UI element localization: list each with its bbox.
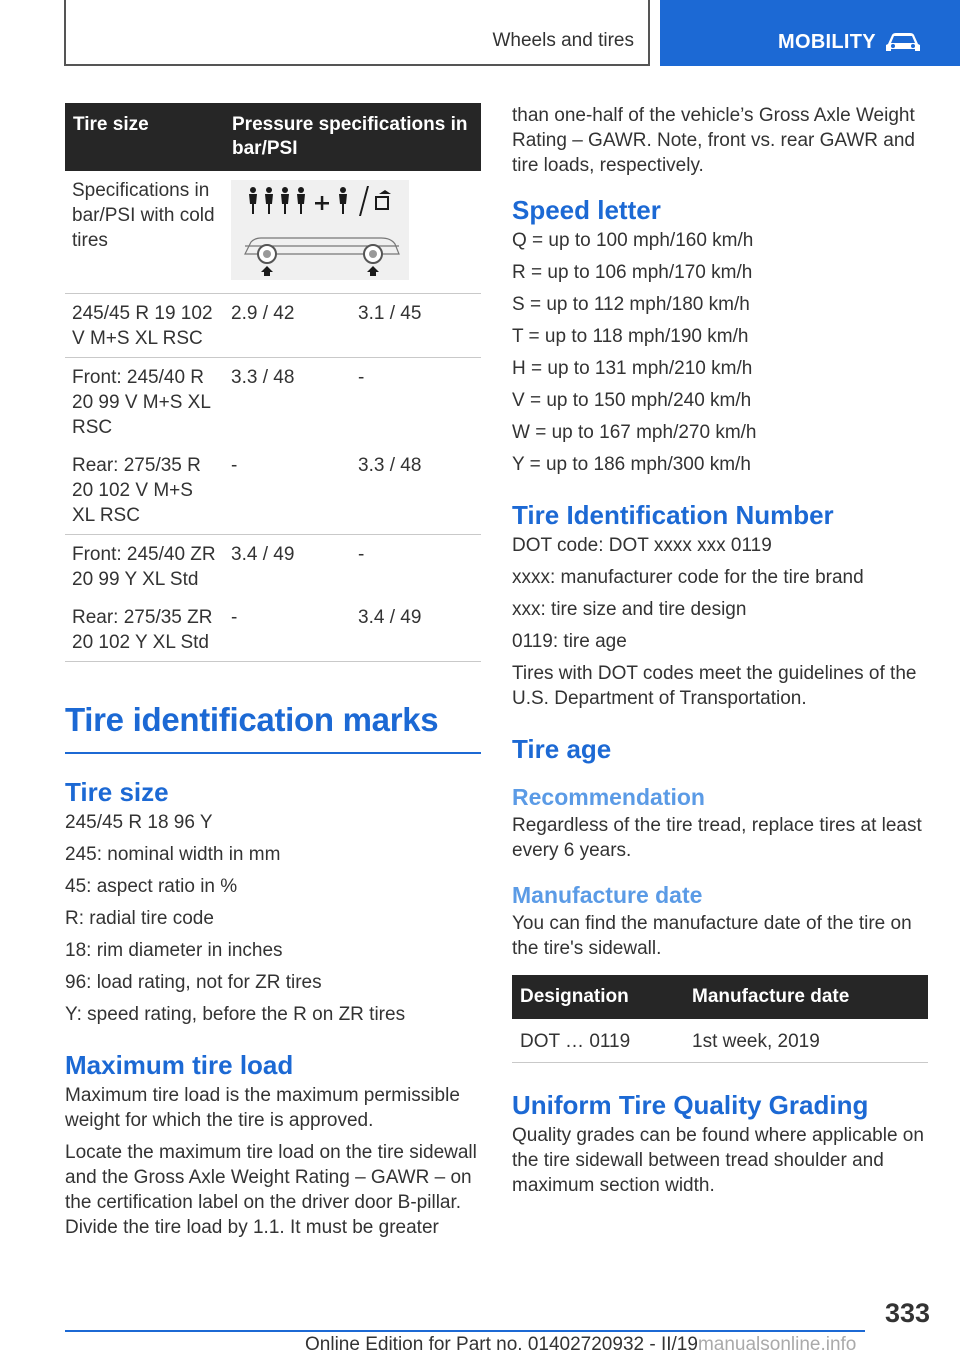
text-line: 45: aspect ratio in % [65,876,238,897]
pressure-cell: - [358,367,365,388]
section-title: Wheels and tires [492,30,634,51]
left-column [65,103,481,1247]
tire-size-cell: Rear: 275/35 ZR 20 102 Y XL Std [65,598,224,662]
col-header-manufacture-date: Manufacture date [684,975,928,1019]
pressure-cell: - [224,446,351,535]
text-line: DOT code: DOT xxxx xxx 0119 [512,535,772,556]
table-row [65,358,481,447]
date-cell: 1st week, 2019 [684,1019,928,1063]
paragraph: You can find the manufacture date of the tire on the tire's sidewall. [512,913,912,959]
pressure-cell: 3.1 / 45 [351,294,481,358]
right-column [512,103,928,1205]
tire-size-cell: 245/45 R 19 102 V M+S XL RSC [65,294,224,358]
paragraph: Tires with DOT codes meet the guidelines of the U.S. Department of Transportation. [512,663,917,709]
pressure-table [65,103,481,662]
load-configuration-icon [231,180,409,280]
col-header-designation: Designation [512,975,684,1019]
text-line: V = up to 150 mph/240 km/h [512,390,752,411]
paragraph: Quality grades can be found where applicable on the tire sidewall between tread shoulder and maximum section width. [512,1125,924,1196]
pressure-cell: 3.4 / 49 [231,544,295,565]
manufacture-date-table [512,975,928,1063]
pressure-cell: 3.4 / 49 [351,598,481,662]
pressure-cell: - [224,598,351,662]
tire-size-cell: Rear: 275/35 R 20 102 V M+S XL RSC [65,446,224,535]
text-line: S = up to 112 mph/180 km/h [512,294,750,315]
pressure-cell: - [358,544,365,565]
designation-cell: DOT … 0119 [512,1019,684,1063]
text-line: Q = up to 100 mph/160 km/h [512,230,754,251]
header-section-tab [64,0,650,66]
col-header-pressure: Pressure specifications in bar/PSI [224,103,481,171]
chapter-title: MOBILITY [778,31,876,53]
heading-tire-age: Tire age [512,734,612,764]
heading-manufacture-date: Manufacture date [512,882,703,908]
text-line: xxxx: manufacturer code for the tire brand [512,567,864,588]
paragraph: Regardless of the tire tread, replace tires at least every 6 years. [512,815,922,861]
table-row [65,598,481,662]
edition-text: Online Edition for Part no. 01402720932 - II/19 [305,1334,698,1355]
text-line: 245/45 R 18 96 Y [65,812,213,833]
car-icon [884,30,922,54]
text-line: R = up to 106 mph/170 km/h [512,262,753,283]
page-number: 333 [884,1298,930,1328]
text-line: Y = up to 186 mph/300 km/h [512,454,751,475]
text-line: H = up to 131 mph/210 km/h [512,358,753,379]
footer-divider [65,1330,865,1332]
heading-speed-letter: Speed letter [512,195,661,225]
tire-size-cell: Front: 245/40 ZR 20 99 Y XL Std [72,544,216,590]
text-line: 96: load rating, not for ZR tires [65,972,322,993]
col-header-tire-size: Tire size [65,103,224,171]
heading-tire-size: Tire size [65,777,169,807]
table-row [512,1019,928,1063]
paragraph: Maximum tire load is the maximum permissible weight for which the tire is approved. [65,1085,460,1131]
table-row [65,171,481,294]
tire-size-cell: Front: 245/40 R 20 99 V M+S XL RSC [72,367,211,438]
footer-edition [305,1334,856,1356]
text-line: 18: rim diameter in inches [65,940,283,961]
pressure-cell: 3.3 / 48 [231,367,295,388]
header-chapter-tab[interactable] [660,0,960,66]
text-line: 245: nominal width in mm [65,844,281,865]
text-line: xxx: tire size and tire design [512,599,747,620]
table-row [65,446,481,535]
text-line: 0119: tire age [512,631,627,652]
paragraph-continued: than one-half of the vehicle’s Gross Axle Weight Rating – GAWR. Note, front vs. rear GAWR and tire loads, respectively. [512,105,915,176]
spec-label: Specifications in bar/PSI with cold tires [65,171,224,294]
heading-tire-identification-number: Tire Identification Number [512,500,834,530]
heading-max-tire-load: Maximum tire load [65,1050,294,1080]
text-line: Y: speed rating, before the R on ZR tires [65,1004,406,1025]
heading-utqg: Uniform Tire Quality Grading [512,1090,869,1120]
diagram-cell [224,171,481,294]
heading-recommendation: Recommendation [512,784,705,810]
paragraph: Locate the maximum tire load on the tire sidewall and the Gross Axle Weight Rating – GAWR – on the certification label on the driver door B-pillar. Divide the tire load by 1.1. It must be greater [65,1142,477,1238]
pressure-cell: 3.3 / 48 [351,446,481,535]
text-line: R: radial tire code [65,908,214,929]
table-row [65,535,481,599]
text-line: W = up to 167 mph/270 km/h [512,422,757,443]
section-title-tire-identification: Tire identification marks [65,700,481,754]
watermark: manualsonline.info [697,1334,857,1355]
pressure-cell: 2.9 / 42 [224,294,351,358]
table-row [65,294,481,358]
text-line: T = up to 118 mph/190 km/h [512,326,749,347]
